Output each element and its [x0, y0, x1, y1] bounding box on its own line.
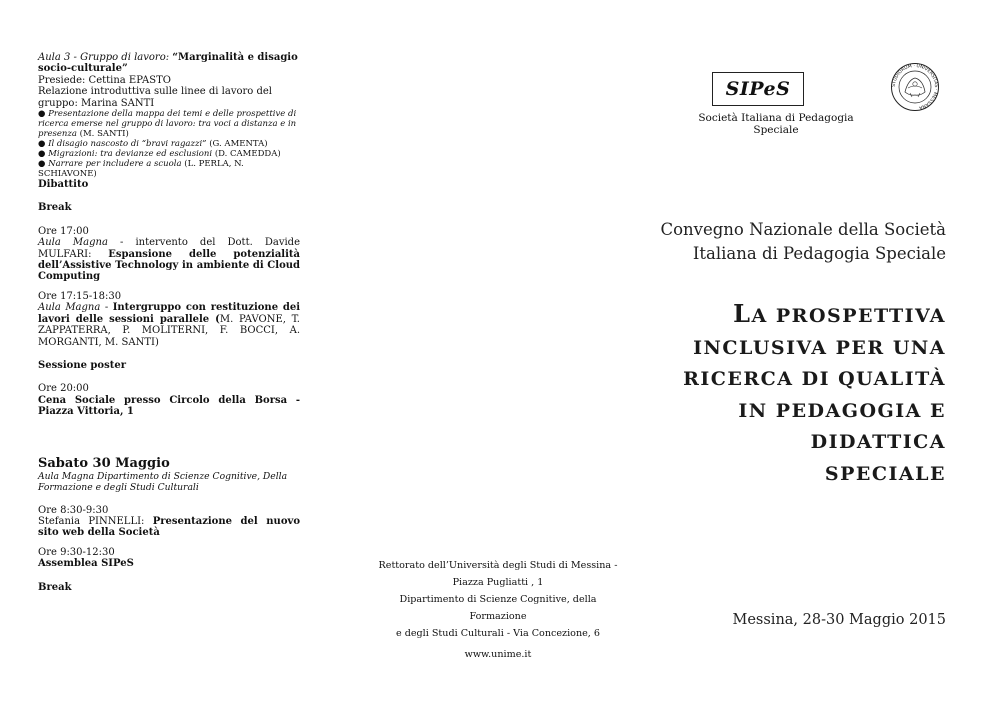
- venue-website[interactable]: www.unime.it: [464, 649, 532, 660]
- assembly-label: Assemblea SIPeS: [38, 558, 134, 570]
- break-label: Break: [38, 581, 72, 593]
- seal-text: STUDIORUM · UNIVERSITAS · MESSANA: [891, 63, 939, 110]
- venue-line: Piazza Pugliatti , 1: [452, 577, 544, 588]
- poster-session-label: Sessione poster: [38, 359, 126, 371]
- venue-block: [370, 557, 626, 663]
- sipes-logo-text: SIPeS: [725, 78, 791, 100]
- saturday-heading: Sabato 30 Maggio: [38, 455, 170, 471]
- program-column: [38, 52, 300, 593]
- session-time: Ore 17:00: [38, 225, 89, 237]
- social-dinner: Cena Sociale presso Circolo della Borsa - Piazza Vittoria, 1: [38, 394, 300, 418]
- aula3-item: ● Migrazioni: tra devianze ed esclusioni (D. CAMEDDA): [38, 149, 281, 160]
- university-seal-icon: [890, 62, 940, 112]
- aula3-item: ● Il disagio nascosto di “bravi ragazzi” (G. AMENTA): [38, 139, 268, 150]
- aula3-preside: Presiede: Cettina EPASTO: [38, 74, 171, 86]
- venue-line: Rettorato dell’Università degli Studi di Messina -: [378, 560, 618, 571]
- aula3-heading: Aula 3 - Gruppo di lavoro: “Marginalità e disagio socio-culturale”: [38, 52, 298, 75]
- dibattito-label: Dibattito: [38, 179, 89, 191]
- session-1700: Aula Magna - intervento del Dott. Davide MULFARI: Espansione delle potenzialità dell’Assistive Technology in ambiente di Cloud Computing: [38, 237, 300, 283]
- session-time: Ore 20:00: [38, 383, 89, 395]
- session-1715: Aula Magna - Intergruppo con restituzione dei lavori delle sessioni parallele (M. PAVONE, T. ZAPPATERRA, P. MOLITERNI, F. BOCCI, A. MORGANTI, M. SANTI): [38, 302, 300, 348]
- aula3-item: ● Presentazione della mappa dei temi e delle prospettive di ricerca emerse nel gruppo di lavoro: tra voci a distanza e in presenza (M. SANTI): [38, 109, 297, 140]
- saturday-place: Aula Magna Dipartimento di Scienze Cognitive, Della Formazione e degli Studi Culturali: [38, 470, 288, 493]
- sipes-logo: [712, 72, 804, 106]
- aula3-relazione: Relazione introduttiva sulle linee di lavoro del gruppo: Marina SANTI: [38, 86, 272, 109]
- session-0830: Stefania PINNELLI: Presentazione del nuovo sito web della Società: [38, 515, 300, 539]
- session-time: Ore 8:30-9:30: [38, 504, 109, 516]
- aula3-item: ● Narrare per includere a scuola (L. PERLA, N. SCHIAVONE): [38, 159, 244, 180]
- break-label: Break: [38, 202, 72, 214]
- main-title: LA PROSPETTIVA INCLUSIVA PER UNA RICERCA DI QUALITÀ IN PEDAGOGIA E DIDATTICA SPECIALE: [683, 299, 946, 485]
- session-time: Ore 9:30-12:30: [38, 546, 115, 558]
- convention-title: Convegno Nazionale della Società Italiana di Pedagogia Speciale: [660, 220, 946, 263]
- session-time: Ore 17:15-18:30: [38, 290, 122, 302]
- society-name: Società Italiana di Pedagogia Speciale: [698, 112, 854, 136]
- venue-line: Dipartimento di Scienze Cognitive, della Formazione: [399, 594, 597, 622]
- venue-line: e degli Studi Culturali - Via Concezione, 6: [395, 628, 601, 639]
- event-date: Messina, 28-30 Maggio 2015: [732, 612, 946, 628]
